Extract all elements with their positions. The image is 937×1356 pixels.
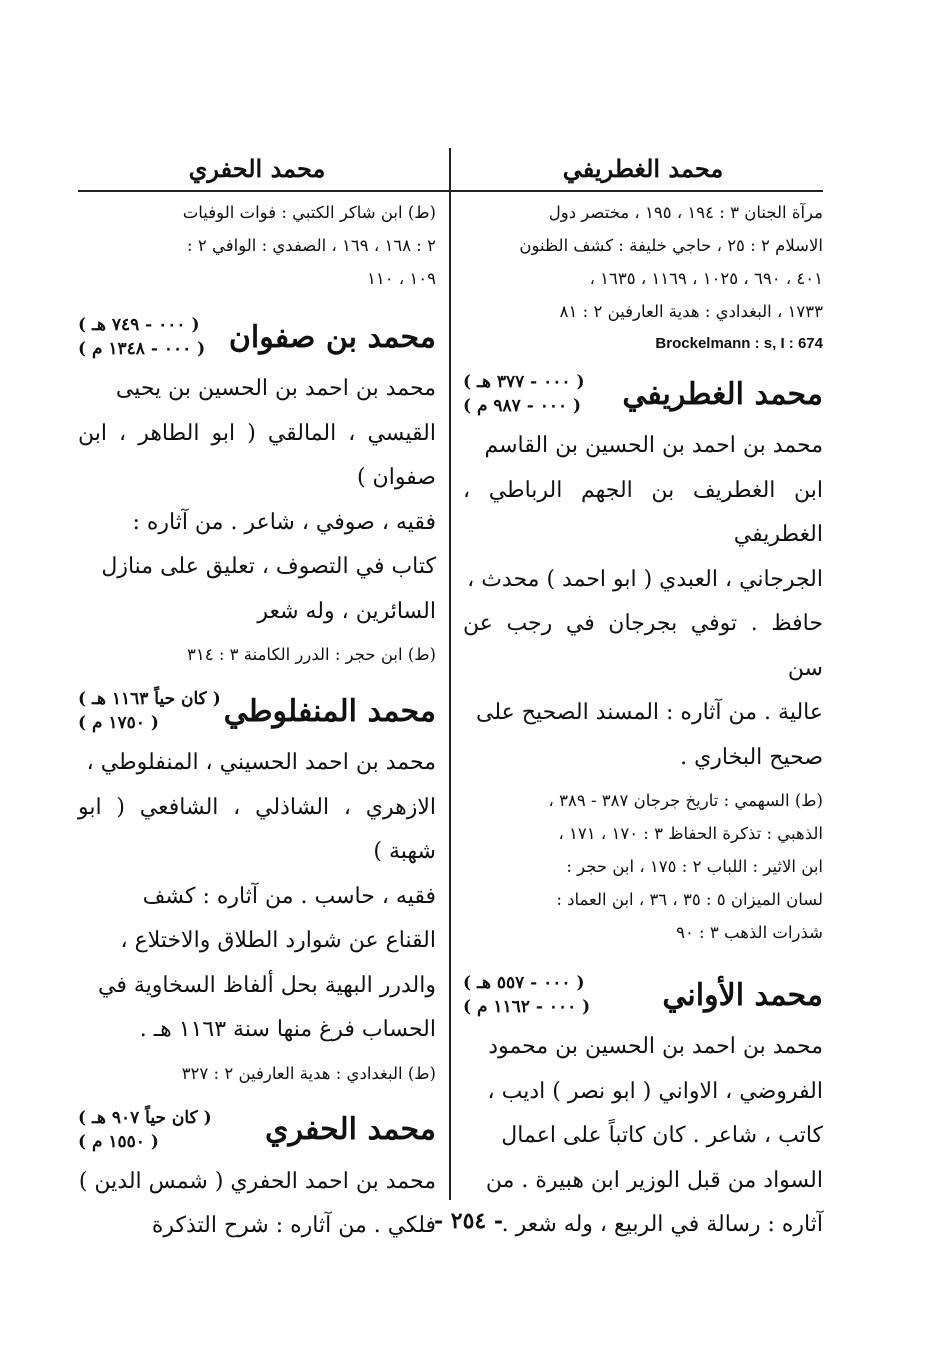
entry-heading xyxy=(463,971,823,1019)
page-number: - ٢٥٤ - xyxy=(433,1208,504,1234)
running-head-right: محمد الغطريفي xyxy=(562,154,724,183)
ref-line: ١٧٣٣ ، البغدادي : هدية العارفين ٢ : ٨١ xyxy=(559,302,823,321)
entry-dates xyxy=(463,971,590,1019)
body-line: الازهري ، الشاذلي ، الشافعي ( ابو شهبة ) xyxy=(78,794,436,864)
ref-line: شذرات الذهب ٣ : ٩٠ xyxy=(676,923,823,942)
entry-dates xyxy=(78,1106,212,1154)
ref-line: (ط) البغدادي : هدية العارفين ٢ : ٣٢٧ xyxy=(181,1063,436,1083)
body-line: صحيح البخاري . xyxy=(680,744,823,770)
body-line: آثاره : رسالة في الربيع ، وله شعر . xyxy=(501,1212,823,1237)
entry-name: محمد الأواني xyxy=(662,977,823,1013)
latin-reference: Brockelmann : s, I : 674 xyxy=(655,335,823,352)
ref-line: ٤٠١ ، ٦٩٠ ، ١٠٢٥ ، ١١٦٩ ، ١٦٣٥ ، xyxy=(589,269,823,288)
body-line: حافظ . توفي بجرجان في رجب عن سن xyxy=(463,611,823,681)
body-line: الفروضي ، الاواني ( ابو نصر ) اديب ، xyxy=(487,1078,823,1104)
refs-top-right xyxy=(463,196,823,360)
hijri-dates: ( ٠٠٠ - ٧٤٩ هـ ) xyxy=(78,315,200,335)
body-line: محمد بن احمد الحفري ( شمس الدين ) xyxy=(78,1168,436,1194)
body-line: محمد بن احمد بن الحسين بن القاسم xyxy=(484,433,823,458)
refs-top-left xyxy=(78,196,436,295)
hijri-dates: ( ٠٠٠ - ٣٧٧ هـ ) xyxy=(463,372,585,392)
entry-heading xyxy=(463,370,823,418)
body-line: محمد بن احمد بن الحسين بن محمود xyxy=(488,1034,823,1059)
entry-heading xyxy=(78,1106,436,1154)
body-line: محمد بن احمد بن الحسين بن يحيى xyxy=(115,376,436,401)
entry-sources xyxy=(78,638,436,671)
hijri-dates: ( كان حياً ٩٠٧ هـ ) xyxy=(78,1107,212,1128)
gregorian-dates: ( ٠٠٠ - ١٣٤٨ م ) xyxy=(78,339,206,359)
ref-line: الذهبي : تذكرة الحفاظ ٣ : ١٧٠ ، ١٧١ ، xyxy=(558,824,823,843)
entry-sources xyxy=(78,1057,436,1090)
gregorian-dates: ( ١٧٥٠ م ) xyxy=(78,713,159,733)
gregorian-dates: ( ٠٠٠ - ١١٦٢ م ) xyxy=(463,997,591,1017)
entry-body xyxy=(463,424,823,780)
ref-line: ٢ : ١٦٨ ، ١٦٩ ، الصفدي : الوافي ٢ : xyxy=(187,236,436,255)
entry-heading xyxy=(78,687,436,735)
ref-line: ابن الاثير : اللباب ٢ : ١٧٥ ، ابن حجر : xyxy=(566,857,823,876)
body-line: والدرر البهية بحل ألفاظ السخاوية في xyxy=(98,972,436,998)
body-line: عالية . من آثاره : المسند الصحيح على xyxy=(476,700,823,725)
body-line: فلكي . من آثاره : شرح التذكرة xyxy=(151,1213,436,1238)
body-line: محمد بن احمد الحسيني ، المنفلوطي ، xyxy=(86,750,436,775)
column-divider xyxy=(449,148,451,1200)
entry-name: محمد المنفلوطي xyxy=(223,693,436,729)
entry-sources xyxy=(463,784,823,949)
body-line: كتاب في التصوف ، تعليق على منازل xyxy=(101,554,436,579)
entry-body xyxy=(78,741,436,1053)
right-column xyxy=(463,148,823,1248)
ref-line: (ط) ابن شاكر الكتبي : فوات الوفيات xyxy=(182,203,436,222)
entry-dates xyxy=(463,370,585,418)
entry-heading xyxy=(78,313,436,361)
entry-name: محمد الغطريفي xyxy=(622,376,823,412)
entry-body xyxy=(78,367,436,634)
body-line: كاتب ، شاعر . كان كاتباً على اعمال xyxy=(501,1123,823,1148)
gregorian-dates: ( ٠٠٠ - ٩٨٧ م ) xyxy=(463,396,582,416)
gregorian-dates: ( ١٥٥٠ م ) xyxy=(78,1131,159,1152)
left-column xyxy=(78,148,436,1249)
body-line: فقيه ، صوفي ، شاعر . من آثاره : xyxy=(132,509,436,535)
entry-name: محمد بن صفوان xyxy=(228,319,436,355)
entry-dates xyxy=(78,313,205,361)
ref-line: مرآة الجنان ٣ : ١٩٤ ، ١٩٥ ، مختصر دول xyxy=(548,203,823,222)
body-line: ابن الغطريف بن الجهم الرباطي ، الغطريفي xyxy=(463,477,823,547)
body-line: القناع عن شوارد الطلاق والاختلاع ، xyxy=(120,928,436,953)
body-line: الحساب فرغ منها سنة ١١٦٣ هـ . xyxy=(139,1017,436,1042)
body-line: القيسي ، المالقي ( ابو الطاهر ، ابن صفوان ) xyxy=(78,420,436,490)
ref-line: ١٠٩ ، ١١٠ xyxy=(366,269,436,288)
body-line: فقيه ، حاسب . من آثاره : كشف xyxy=(142,883,436,909)
body-line: الجرجاني ، العبدي ( ابو احمد ) محدث ، xyxy=(467,566,823,592)
hijri-dates: ( ٠٠٠ - ٥٥٧ هـ ) xyxy=(463,973,585,993)
body-line: السواد من قبل الوزير ابن هبيرة . من xyxy=(485,1167,823,1193)
entry-body xyxy=(78,1160,436,1249)
ref-line: الاسلام ٢ : ٢٥ ، حاجي خليفة : كشف الظنون xyxy=(519,236,823,255)
ref-line: (ط) ابن حجر : الدرر الكامنة ٣ : ٣١٤ xyxy=(186,645,436,664)
entry-name: محمد الحفري xyxy=(264,1112,436,1147)
entry-dates xyxy=(78,687,221,735)
hijri-dates: ( كان حياً ١١٦٣ هـ ) xyxy=(78,689,221,709)
ref-line: (ط) السهمي : تاريخ جرجان ٣٨٧ - ٣٨٩ ، xyxy=(548,791,823,810)
ref-line: لسان الميزان ٥ : ٣٥ ، ٣٦ ، ابن العماد : xyxy=(556,890,823,909)
body-line: السائرين ، وله شعر xyxy=(257,598,436,624)
running-head-left: محمد الحفري xyxy=(188,154,326,183)
